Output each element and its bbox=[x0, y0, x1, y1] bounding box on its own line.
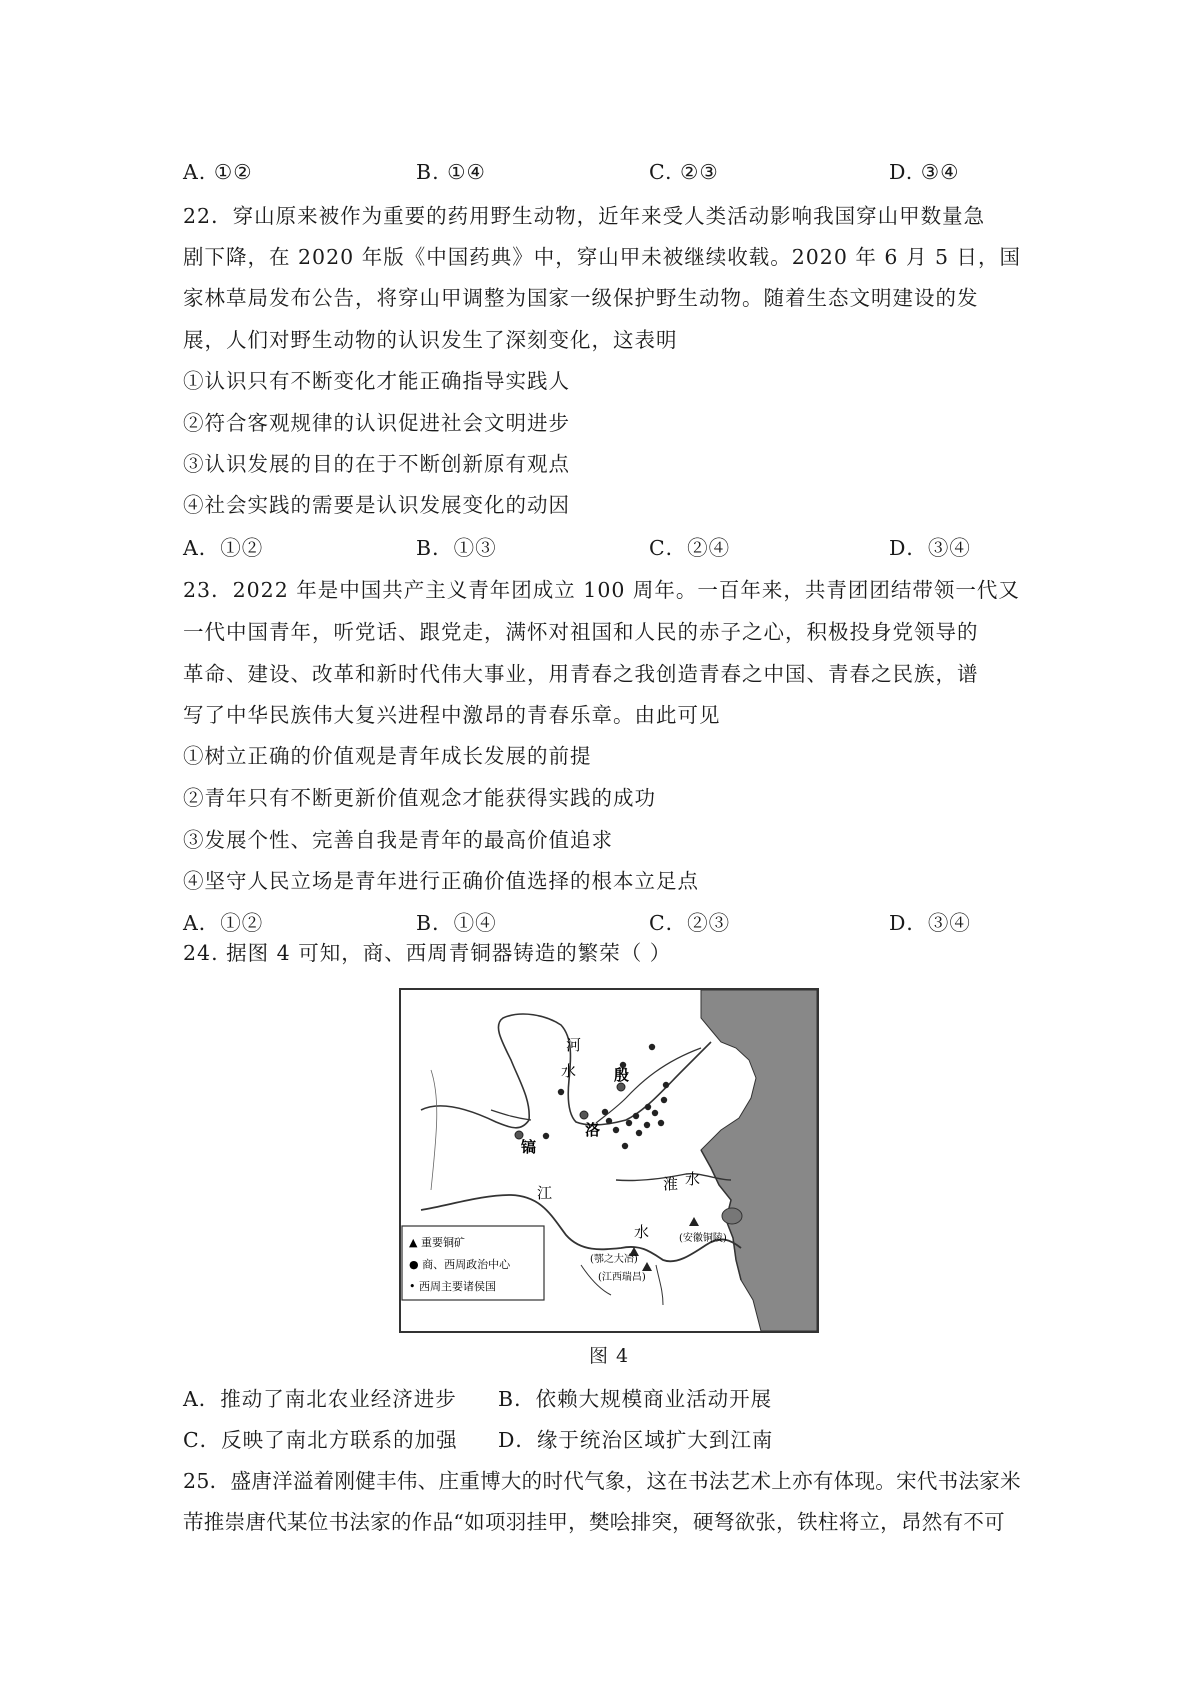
q25-stem-line-2: 芾推崇唐代某位书法家的作品“如项羽挂甲，樊哙排突，硬弩欲张，铁柱将立，昂然有不可 bbox=[183, 1510, 1005, 1534]
label-shui-jiang: 水 bbox=[634, 1223, 650, 1241]
q23-statement-1: ①树立正确的价值观是青年成长发展的前提 bbox=[183, 744, 592, 768]
sea-area bbox=[701, 990, 817, 1331]
q22-option-a[interactable]: A．①② bbox=[183, 536, 264, 560]
q24-options-row-1 bbox=[183, 1385, 1023, 1413]
q24-option-b[interactable]: B．依赖大规模商业活动开展 bbox=[498, 1387, 773, 1411]
q22-option-b[interactable]: B．①③ bbox=[416, 536, 497, 560]
label-jiang: 江 bbox=[537, 1184, 553, 1202]
state-dot bbox=[658, 1120, 664, 1126]
state-dot bbox=[633, 1113, 639, 1119]
q21-option-a[interactable]: A. ①② bbox=[183, 160, 253, 184]
state-dot bbox=[636, 1130, 642, 1136]
q21-option-b[interactable]: B. ①④ bbox=[416, 160, 486, 184]
mine-ruichang bbox=[642, 1262, 652, 1271]
q22-option-d[interactable]: D．③④ bbox=[889, 536, 971, 560]
vassal-states bbox=[543, 1044, 669, 1149]
q23-stem-line-4: 写了中华民族伟大复兴进程中激昂的青春乐章。由此可见 bbox=[183, 703, 721, 727]
center-yin bbox=[617, 1083, 625, 1091]
label-daye: (鄂之大冶) bbox=[590, 1254, 638, 1265]
state-dot bbox=[622, 1143, 628, 1149]
q23-stem-line-1: 23．2022 年是中国共产主义青年团成立 100 周年。一百年来，共青团团结带领一代又 bbox=[183, 578, 1020, 602]
q23-option-d[interactable]: D．③④ bbox=[889, 911, 971, 935]
map-svg bbox=[401, 990, 817, 1331]
q24-option-c[interactable]: C．反映了南北方联系的加强 bbox=[183, 1428, 458, 1452]
label-luo: 洛 bbox=[585, 1121, 601, 1139]
state-dot bbox=[602, 1109, 608, 1115]
q22-options bbox=[183, 534, 1023, 562]
legend-item-vassal: • 西周主要诸侯国 bbox=[409, 1280, 496, 1293]
label-huai: 淮 bbox=[663, 1175, 679, 1193]
q23-stem-line-2: 一代中国青年，听党话、跟党走，满怀对祖国和人民的赤子之心，积极投身党领导的 bbox=[183, 620, 979, 644]
state-dot bbox=[649, 1044, 655, 1050]
label-ruichang: (江西瑞昌) bbox=[598, 1272, 646, 1283]
river-branch-south-2 bbox=[656, 1265, 663, 1305]
state-dot bbox=[645, 1104, 651, 1110]
legend-item-copper: ▲ 重要铜矿 bbox=[409, 1236, 465, 1249]
state-dot bbox=[652, 1110, 658, 1116]
q21-option-c[interactable]: C. ②③ bbox=[649, 160, 719, 184]
q22-statement-3: ③认识发展的目的在于不断创新原有观点 bbox=[183, 452, 570, 476]
q21-options bbox=[183, 158, 1023, 186]
lake bbox=[722, 1208, 742, 1224]
q23-statement-4: ④坚守人民立场是青年进行正确价值选择的根本立足点 bbox=[183, 869, 699, 893]
label-shui-huai: 水 bbox=[685, 1170, 701, 1188]
q23-stem-line-3: 革命、建设、改革和新时代伟大事业，用青春之我创造青春之中国、青春之民族，谱 bbox=[183, 662, 979, 686]
label-tongling: (安徽铜陵) bbox=[679, 1233, 727, 1244]
q22-statement-1: ①认识只有不断变化才能正确指导实践人 bbox=[183, 369, 570, 393]
state-dot bbox=[606, 1118, 612, 1124]
q24-map-figure bbox=[399, 988, 819, 1333]
q23-option-a[interactable]: A．①② bbox=[183, 911, 264, 935]
q22-stem-line-1: 22．穿山原来被作为重要的药用野生动物，近年来受人类活动影响我国穿山甲数量急 bbox=[183, 204, 986, 228]
state-dot bbox=[663, 1082, 669, 1088]
q24-option-d[interactable]: D．缘于统治区域扩大到江南 bbox=[498, 1428, 774, 1452]
center-luo bbox=[580, 1111, 588, 1119]
label-hao: 镐 bbox=[521, 1138, 537, 1156]
q23-options bbox=[183, 909, 1023, 937]
mine-tongling bbox=[689, 1217, 699, 1226]
figure-caption: 图 4 bbox=[589, 1345, 630, 1367]
label-shui-he: 水 bbox=[561, 1062, 577, 1080]
q23-statement-2: ②青年只有不断更新价值观念才能获得实践的成功 bbox=[183, 786, 656, 810]
q22-stem-line-4: 展，人们对野生动物的认识发生了深刻变化，这表明 bbox=[183, 328, 678, 352]
q23-option-b[interactable]: B．①④ bbox=[416, 911, 497, 935]
state-dot bbox=[543, 1133, 549, 1139]
q21-option-d[interactable]: D. ③④ bbox=[889, 160, 960, 184]
river-tributary bbox=[596, 1048, 701, 1123]
river-west bbox=[431, 1070, 437, 1190]
state-dot bbox=[613, 1127, 619, 1133]
state-dot bbox=[661, 1097, 667, 1103]
q24-options-row-2 bbox=[183, 1426, 1023, 1454]
q24-option-a[interactable]: A．推动了南北农业经济进步 bbox=[183, 1387, 457, 1411]
q22-statement-4: ④社会实践的需要是认识发展变化的动因 bbox=[183, 493, 570, 517]
q23-option-c[interactable]: C．②③ bbox=[649, 911, 731, 935]
state-dot bbox=[558, 1089, 564, 1095]
q22-stem-line-3: 家林草局发布公告，将穿山甲调整为国家一级保护野生动物。随着生态文明建设的发 bbox=[183, 286, 979, 310]
label-yin: 殷 bbox=[614, 1066, 630, 1084]
q24-stem: 24. 据图 4 可知，商、西周青铜器铸造的繁荣（ ） bbox=[183, 941, 672, 965]
state-dot bbox=[626, 1120, 632, 1126]
q22-stem-line-2: 剧下降，在 2020 年版《中国药典》中，穿山甲未被继续收载。2020 年 6 月 5 日，国 bbox=[183, 245, 1022, 269]
wei-river bbox=[491, 1110, 531, 1120]
q22-option-c[interactable]: C．②④ bbox=[649, 536, 731, 560]
legend-item-center: ● 商、西周政治中心 bbox=[409, 1258, 511, 1271]
q23-statement-3: ③发展个性、完善自我是青年的最高价值追求 bbox=[183, 828, 613, 852]
q25-stem-line-1: 25．盛唐洋溢着刚健丰伟、庄重博大的时代气象，这在书法艺术上亦有体现。宋代书法家米 bbox=[183, 1469, 1021, 1493]
q22-statement-2: ②符合客观规律的认识促进社会文明进步 bbox=[183, 411, 570, 435]
map-legend bbox=[402, 1226, 544, 1300]
label-he: 河 bbox=[566, 1036, 582, 1054]
state-dot bbox=[644, 1122, 650, 1128]
